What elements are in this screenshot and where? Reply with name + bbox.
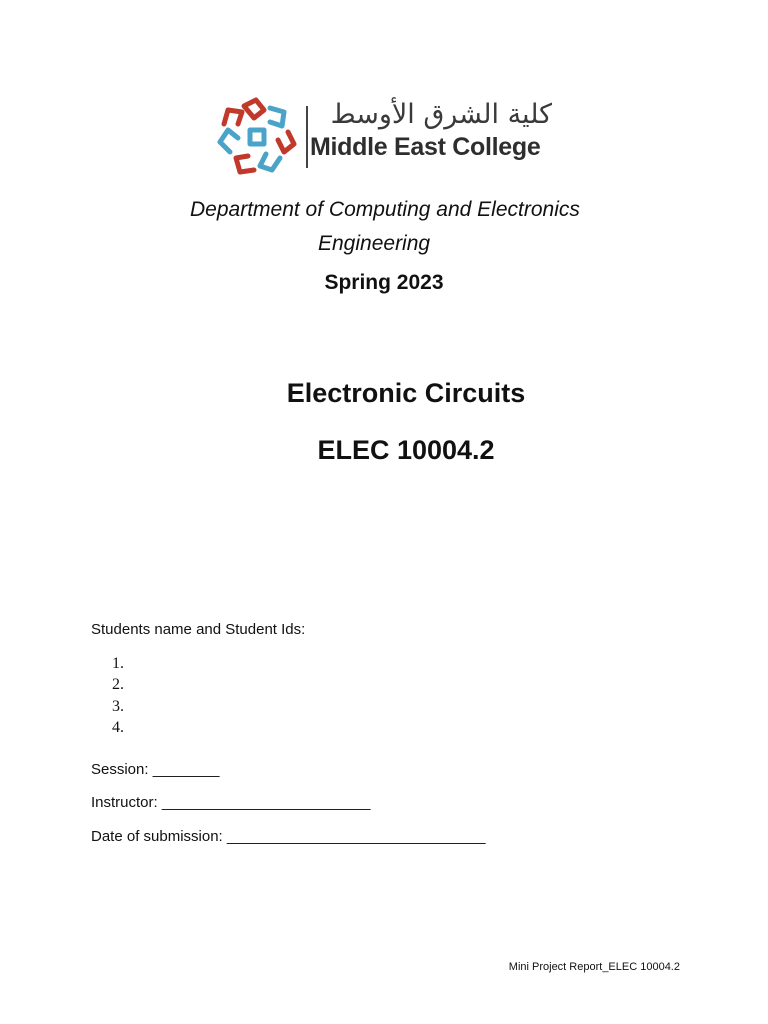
college-name-arabic: كلية الشرق الأوسط <box>330 99 552 130</box>
department-heading <box>190 193 650 261</box>
session-field: Session: ________ <box>91 761 220 778</box>
list-item: 1. <box>112 655 124 672</box>
student-list <box>112 653 124 738</box>
course-code: ELEC 10004.2 <box>317 435 495 465</box>
list-item: 4. <box>112 718 124 736</box>
department-line-2: Engineering <box>318 232 431 255</box>
list-item: 2. <box>112 676 124 694</box>
logo-divider <box>306 106 308 168</box>
department-line-1: Department of Computing and Electronics <box>190 198 580 221</box>
college-emblem-icon <box>214 94 300 180</box>
course-title: Electronic Circuits <box>286 378 526 408</box>
instructor-field: Instructor: _________________________ <box>91 794 371 811</box>
college-logo <box>214 94 554 180</box>
students-label: Students name and Student Ids: <box>91 621 306 638</box>
submission-date-field: Date of submission: _______________________________ <box>91 828 486 845</box>
college-name-english: Middle East College <box>310 133 541 161</box>
term-label: Spring 2023 <box>324 271 444 294</box>
list-item: 3. <box>112 697 124 715</box>
page-footer: Mini Project Report_ELEC 10004.2 <box>508 961 680 973</box>
